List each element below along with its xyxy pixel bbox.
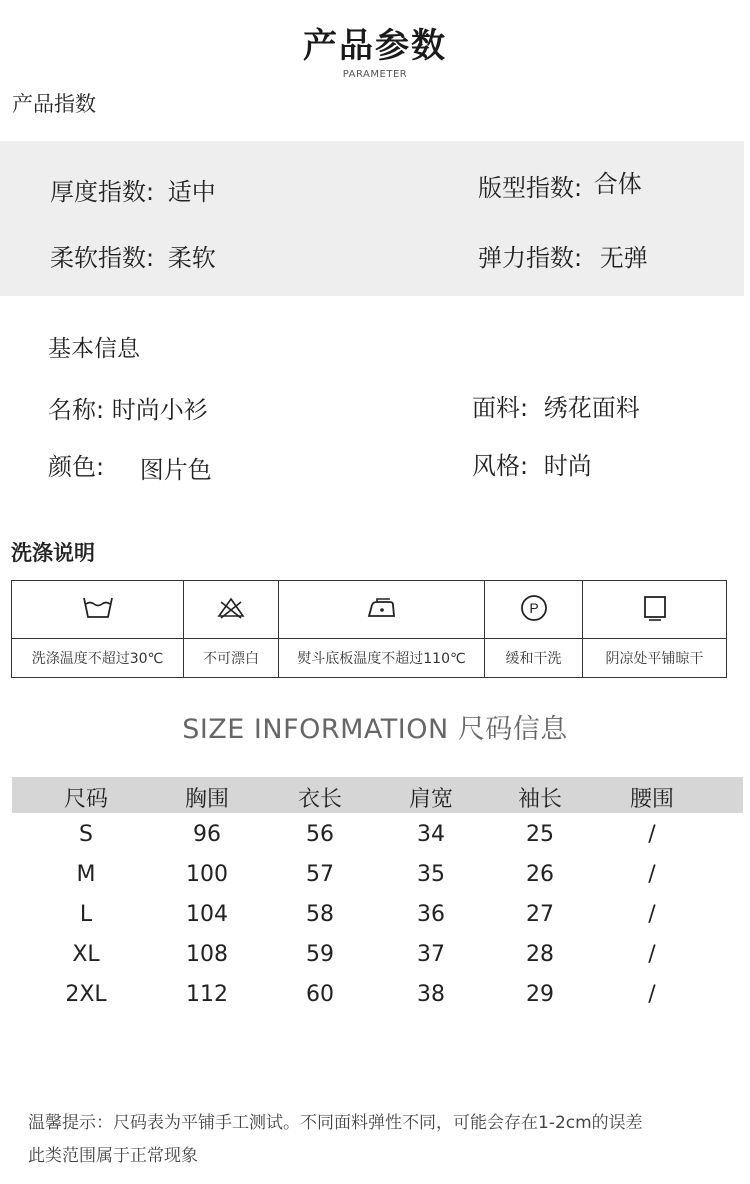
- color-value: 图片色: [139, 456, 212, 484]
- size-cell-size: XL: [72, 942, 100, 967]
- size-cell-waist: /: [648, 982, 656, 1007]
- name-property: [48, 390, 208, 425]
- no-bleach-icon: [216, 596, 246, 624]
- fabric-key: 面料:: [472, 394, 529, 422]
- elasticity-key: 弹力指数:: [478, 244, 583, 272]
- wash-temp-column: [12, 581, 184, 677]
- size-cell-waist: /: [648, 942, 656, 967]
- size-cell-chest: 96: [193, 822, 221, 847]
- size-cell-waist: /: [648, 862, 656, 887]
- basic-info-label: 基本信息: [48, 336, 140, 362]
- name-key: 名称:: [48, 396, 105, 424]
- elasticity-value: 无弹: [599, 244, 648, 272]
- size-cell-shoulder: 34: [417, 822, 445, 847]
- thickness-property: [50, 172, 216, 207]
- page-subtitle: PARAMETER: [342, 69, 408, 80]
- note-line-2: 此类范围属于正常现象: [28, 1146, 198, 1166]
- fabric-value: 绣花面料: [543, 394, 640, 422]
- style-property: [472, 446, 592, 481]
- page-title: 产品参数: [303, 26, 447, 66]
- iron-column: [279, 581, 485, 677]
- size-cell-length: 58: [306, 902, 334, 927]
- size-cell-length: 57: [306, 862, 334, 887]
- size-cell-chest: 100: [186, 862, 228, 887]
- style-key: 风格:: [472, 452, 529, 480]
- size-cell-chest: 108: [186, 942, 228, 967]
- fit-property: [478, 168, 642, 203]
- size-header-band: [12, 777, 743, 813]
- wash-tub-icon: [82, 595, 114, 625]
- size-cell-sleeve: 26: [526, 862, 554, 887]
- washing-table: [11, 580, 727, 678]
- fit-value: 合体: [593, 170, 642, 198]
- size-header-waist: 腰围: [629, 787, 674, 812]
- line-dry-column: [583, 581, 726, 677]
- size-cell-waist: /: [648, 902, 656, 927]
- size-cell-shoulder: 37: [417, 942, 445, 967]
- color-key: 颜色:: [48, 453, 105, 481]
- size-cell-chest: 104: [186, 902, 228, 927]
- dry-clean-text: 缓和干洗: [505, 651, 562, 667]
- thickness-value: 适中: [167, 178, 216, 206]
- dry-clean-column: [485, 581, 583, 677]
- color-property: [48, 447, 212, 482]
- size-cell-length: 60: [306, 982, 334, 1007]
- note-line-1: 温馨提示：尺码表为平铺手工测试。不同面料弹性不同，可能会存在1-2cm的误差: [28, 1113, 643, 1133]
- index-section-label: 产品指数: [12, 92, 96, 116]
- style-value: 时尚: [543, 452, 592, 480]
- size-header-shoulder: 肩宽: [408, 787, 453, 812]
- name-value: 时尚小衫: [111, 396, 208, 424]
- size-cell-length: 56: [306, 822, 334, 847]
- size-cell-sleeve: 29: [526, 982, 554, 1007]
- size-cell-size: L: [79, 902, 93, 927]
- size-cell-shoulder: 36: [417, 902, 445, 927]
- size-cell-length: 59: [306, 942, 334, 967]
- svg-text:P: P: [528, 599, 539, 616]
- no-bleach-column: [184, 581, 279, 677]
- line-dry-shade-icon: [641, 594, 669, 626]
- size-header-chest: 胸围: [184, 787, 229, 812]
- size-cell-sleeve: 25: [526, 822, 554, 847]
- line-dry-text: 阴凉处平铺晾干: [605, 651, 704, 667]
- size-cell-waist: /: [648, 822, 656, 847]
- softness-property: [50, 238, 216, 273]
- size-cell-chest: 112: [186, 982, 228, 1007]
- size-header-size: 尺码: [63, 787, 108, 812]
- washing-label: 洗涤说明: [11, 541, 95, 565]
- size-cell-size: 2XL: [65, 982, 107, 1007]
- size-heading: SIZE INFORMATION 尺码信息: [182, 714, 568, 745]
- no-bleach-text: 不可漂白: [203, 651, 259, 667]
- fabric-property: [472, 388, 640, 423]
- thickness-key: 厚度指数:: [50, 178, 155, 206]
- softness-value: 柔软: [167, 244, 216, 272]
- size-cell-size: M: [76, 862, 96, 887]
- size-cell-shoulder: 35: [417, 862, 445, 887]
- iron-text: 熨斗底板温度不超过110℃: [297, 651, 466, 667]
- size-cell-sleeve: 27: [526, 902, 554, 927]
- size-header-sleeve: 袖长: [517, 787, 562, 812]
- wash-temp-text: 洗涤温度不超过30℃: [31, 651, 164, 667]
- size-cell-shoulder: 38: [417, 982, 445, 1007]
- dry-clean-p-icon: [519, 593, 549, 627]
- elasticity-property: [478, 238, 648, 273]
- softness-key: 柔软指数:: [50, 244, 155, 272]
- size-cell-sleeve: 28: [526, 942, 554, 967]
- size-cell-size: S: [79, 822, 93, 847]
- iron-icon: [366, 597, 398, 623]
- size-header-length: 衣长: [297, 787, 342, 812]
- fit-key: 版型指数:: [478, 174, 583, 202]
